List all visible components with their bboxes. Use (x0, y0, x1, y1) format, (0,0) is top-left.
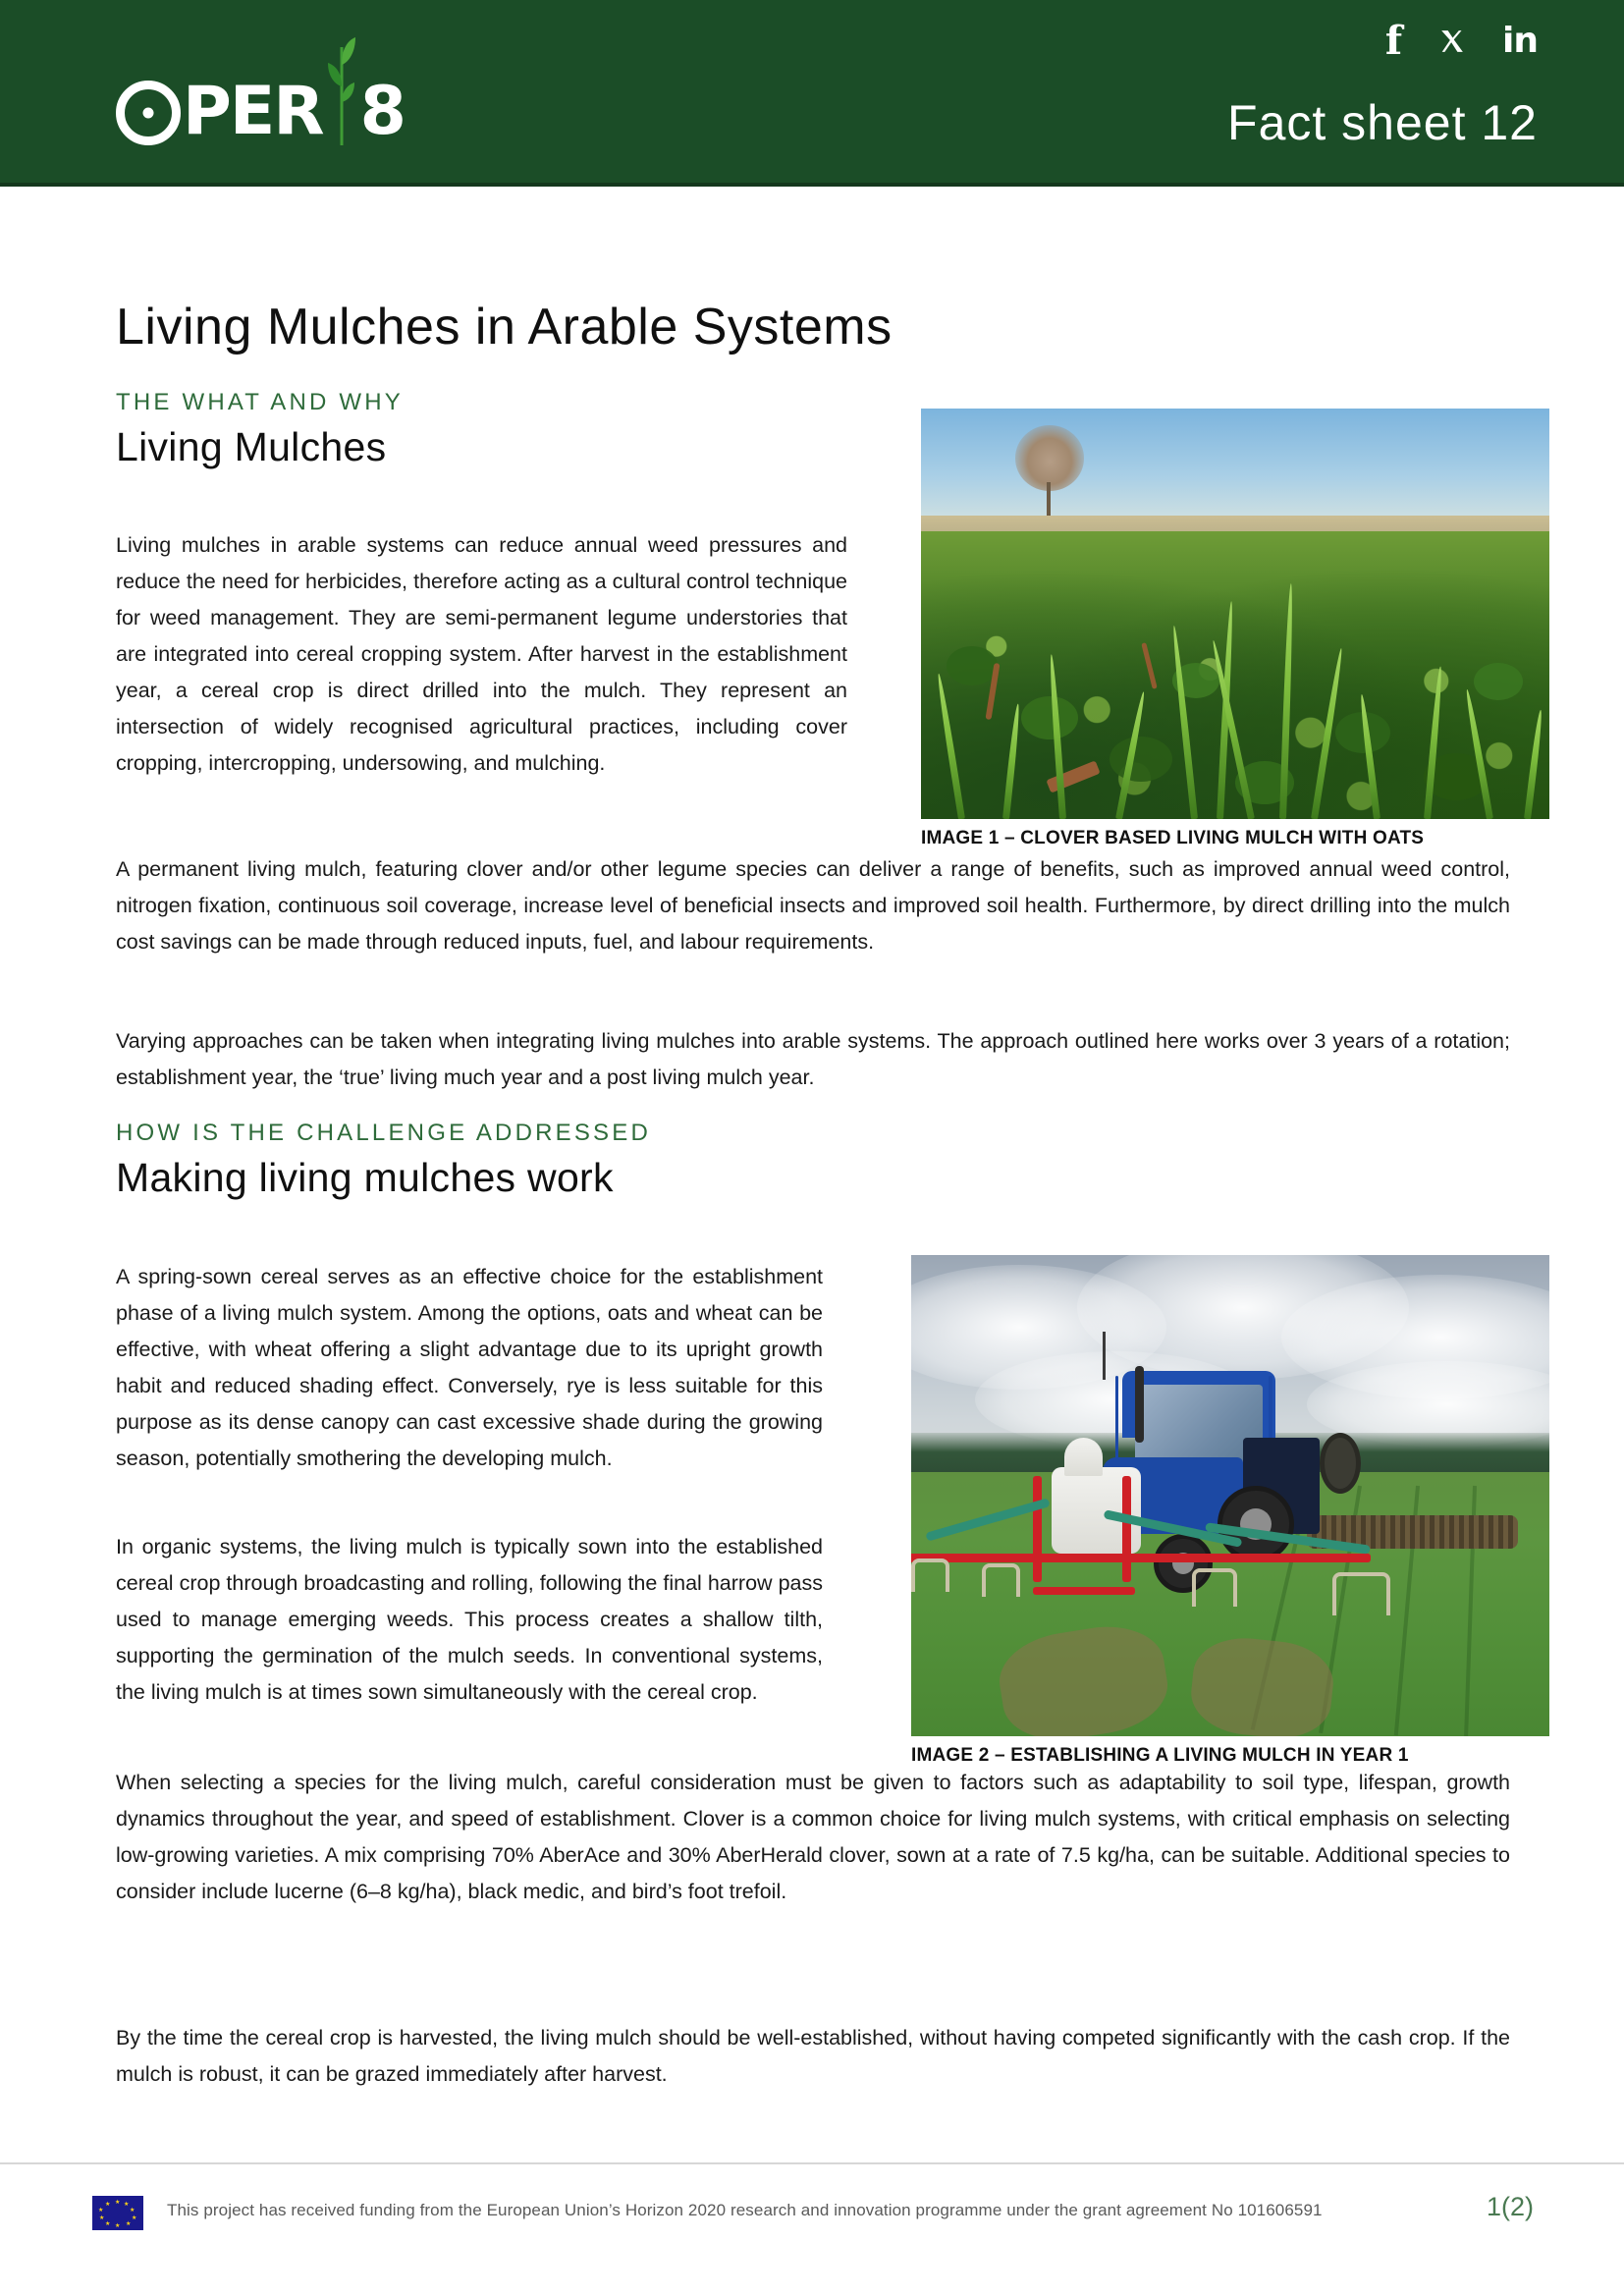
sky (921, 409, 1549, 531)
section-2-paragraph-4: By the time the cereal crop is harvested, the living mulch should be well-established, without having competed significantly with the cash crop. If the mulch is robust, it can be grazed immediately after harvest. (116, 2025, 1510, 2086)
tree-crown (1015, 425, 1084, 491)
facebook-icon[interactable]: f (1384, 18, 1403, 64)
social-links (1384, 18, 1538, 64)
tractor-rear-wheel (1218, 1486, 1294, 1562)
header-divider (0, 183, 1624, 187)
boom-frame (1033, 1587, 1135, 1595)
boom-outlet (1332, 1572, 1390, 1615)
page-number: 1(2) (1486, 2192, 1534, 2221)
section-2-paragraph-1: A spring-sown cereal serves as an effective choice for the establishment phase of a living mulch system. Among the options, oats and wheat can be effective, with wheat offering a slight advantage due to its upright growth habit and reduced shading effect. Conversely, rye is less suitable for this purpose as its dense canopy can cast excessive shade during the growing season, potentially smothering the developing mulch. (116, 1264, 823, 1470)
x-twitter-icon[interactable] (1439, 28, 1465, 54)
tractor-establishing-mulch-photo (911, 1255, 1549, 1736)
boom-outlet (1192, 1568, 1237, 1607)
boom-outlet (911, 1558, 949, 1592)
logo-per-text: PER (183, 73, 323, 150)
figure-2 (911, 1255, 1549, 1767)
figure-2-caption: IMAGE 2 – ESTABLISHING A LIVING MULCH IN YEAR 1 (911, 1745, 1409, 1766)
fact-sheet-number: Fact sheet 12 (1227, 95, 1538, 150)
section-1-heading: Living Mulches (116, 424, 387, 469)
section-2-headings (116, 1120, 651, 1201)
sprout-icon (325, 35, 358, 145)
logo-eight-text: 8 (359, 73, 406, 150)
section-2-heading: Making living mulches work (116, 1155, 614, 1200)
logo-o-icon (116, 81, 181, 145)
page-header (0, 0, 1624, 187)
footer-divider (0, 2162, 1624, 2164)
section-2-paragraph-3: When selecting a species for the living mulch, careful consideration must be given to factors such as adaptability to soil type, lifespan, growth dynamics throughout the year, and speed of establishment. Clover is a common choice for living mulch systems, with critical emphasis on selecting low-growing varieties. A mix comprising 70% AberAce and 30% AberHerald clover, sown at a rate of 7.5 kg/ha, can be suitable. Additional species to consider include lucerne (6–8 kg/ha), black medic, and bird’s foot trefoil. (116, 1770, 1510, 1903)
figure-1 (921, 409, 1549, 849)
roller-disc (1320, 1433, 1361, 1494)
section-1-headings (116, 389, 404, 470)
section-1-paragraph-1: Living mulches in arable systems can reduce annual weed pressures and reduce the need for herbicides, therefore acting as a cultural control technique for weed management. They are semi-permanent legume understories that are integrated into cereal cropping system. After harvest in the establishment year, a cereal crop is direct drilled into the mulch. They represent an intersection of widely recognised agricultural practices, including cover cropping, intercropping, undersowing, and mulching. (116, 532, 847, 775)
section-1-eyebrow: THE WHAT AND WHY (116, 389, 404, 415)
boom-mast (1033, 1476, 1042, 1582)
page-title: Living Mulches in Arable Systems (116, 298, 893, 355)
funding-statement: This project has received funding from the European Union’s Horizon 2020 research and innovation programme under the grant agreement No 101606591 (167, 2201, 1323, 2219)
logo-wordmark (116, 35, 406, 150)
section-2-paragraph-2: In organic systems, the living mulch is typically sown into the established cereal crop through broadcasting and rolling, following the final harrow pass used to manage emerging weeds. This process creates a shallow tilth, supporting the germination of the mulch seeds. In conventional systems, the living mulch is at times sown simultaneously with the cereal crop. (116, 1534, 823, 1704)
clover-living-mulch-photo (921, 409, 1549, 819)
european-union-flag: ★ ★ ★ ★ ★ ★ ★ ★ ★ ★ (92, 2196, 143, 2230)
section-1-paragraph-3: Varying approaches can be taken when integrating living mulches into arable systems. The approach outlined here works over 3 years of a rotation; establishment year, the ‘true’ living much year and a post living mulch year. (116, 1028, 1510, 1089)
seeder-boom (911, 1554, 1371, 1562)
oper8-logo[interactable] (116, 37, 406, 150)
boom-mast (1122, 1476, 1131, 1582)
antenna (1103, 1332, 1106, 1380)
linkedin-icon[interactable]: in (1502, 21, 1538, 61)
section-2-eyebrow: HOW IS THE CHALLENGE ADDRESSED (116, 1120, 651, 1146)
figure-1-caption: IMAGE 1 – CLOVER BASED LIVING MULCH WITH OATS (921, 828, 1425, 848)
hopper-lid (1064, 1438, 1103, 1476)
section-1-paragraph-2: A permanent living mulch, featuring clover and/or other legume species can deliver a range of benefits, such as improved annual weed control, nitrogen fixation, continuous soil coverage, increase level of beneficial insects and improved soil health. Furthermore, by direct drilling into the mulch cost savings can be made through reduced inputs, fuel, and labour requirements. (116, 856, 1510, 954)
clover-leaf (947, 646, 998, 685)
clover-leaf (1021, 696, 1078, 739)
boom-outlet (982, 1563, 1020, 1597)
exhaust-stack (1135, 1366, 1144, 1443)
